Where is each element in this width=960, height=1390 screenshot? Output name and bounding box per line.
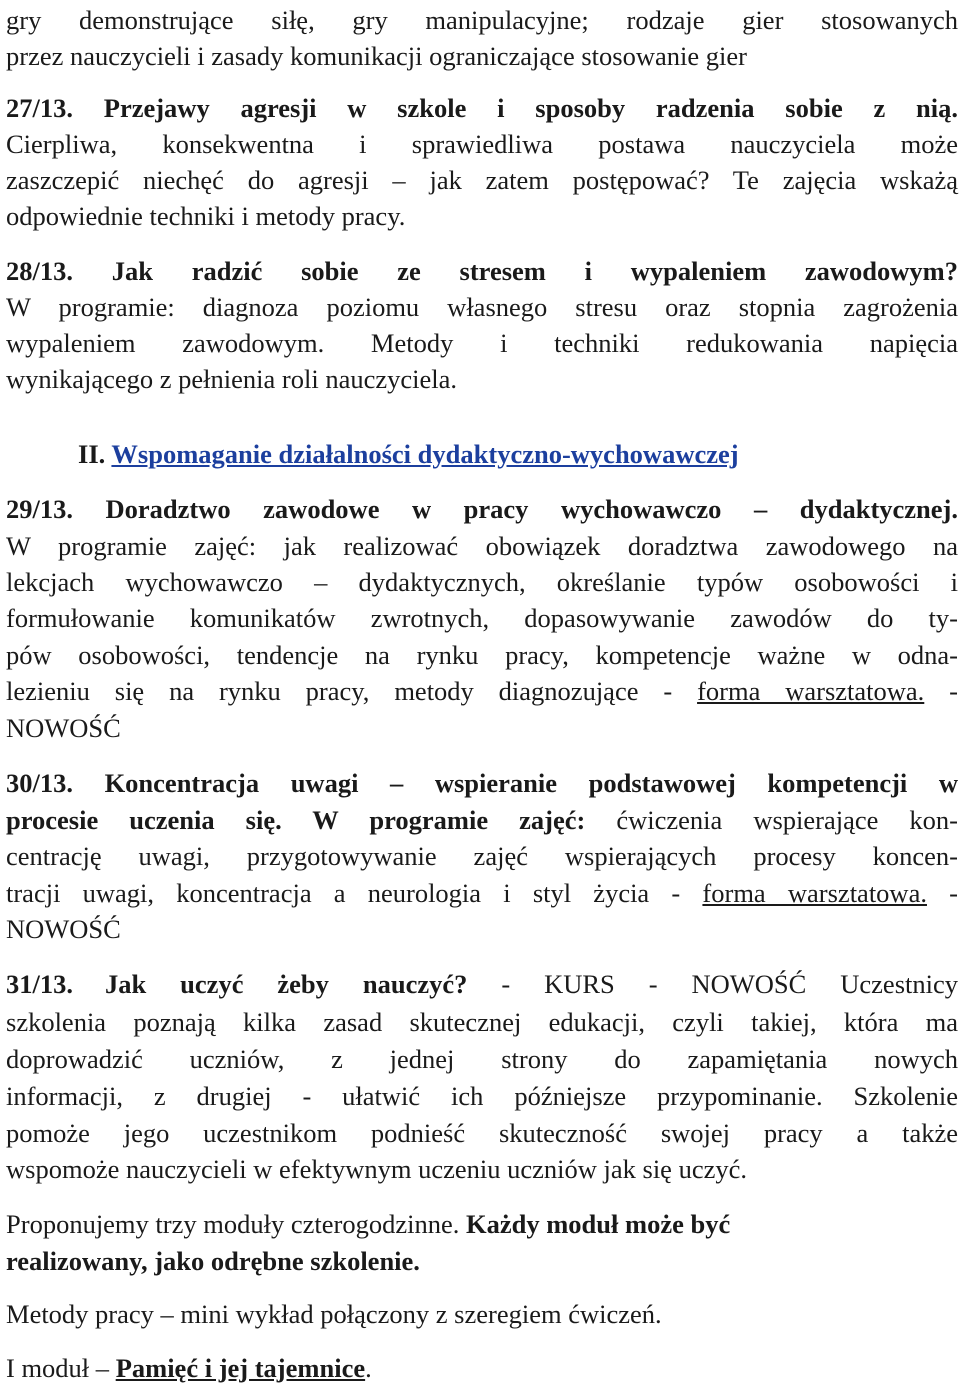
section-30-heading-cont: procesie uczenia się. W programie zajęć:	[6, 805, 586, 835]
text-line: pomoże jego uczestnikom podnieść skuteczność swojej pracy a także	[6, 1118, 958, 1148]
text-line: zaszczepić niechęć do agresji – jak zatem postępować? Te zajęcia wskażą	[6, 165, 958, 195]
text-line	[6, 1206, 958, 1242]
text-line: Cierpliwa, konsekwentna i sprawiedliwa postawa nauczyciela może	[6, 129, 958, 159]
text-line: odpowiednie techniki i metody pracy.	[6, 201, 406, 231]
text-line: pów osobowości, tendencje na rynku pracy, kompetencje ważne w odna-	[6, 640, 958, 670]
text-line: lekcjach wychowawczo – dydaktycznych, określanie typów osobowości i	[6, 567, 958, 597]
text-line	[6, 673, 958, 709]
text-line: W programie: diagnoza poziomu własnego stresu oraz stopnia zagrożenia	[6, 292, 958, 322]
text-fragment: lezieniu się na rynku pracy, metody diagnozujące -	[6, 676, 698, 706]
section-29-heading: 29/13. Doradztwo zawodowe w pracy wychowawczo – dydaktycznej.	[6, 494, 958, 524]
text-line: doprowadzić uczniów, z jednej strony do zapamiętania nowych	[6, 1044, 958, 1074]
text-line: centrację uwagi, przygotowywanie zajęć wspierających procesy koncen-	[6, 841, 958, 871]
section-31-kurs: - KURS - NOWOŚĆ	[467, 969, 807, 999]
text-line: W programie zajęć: jak realizować obowiązek doradztwa zawodowego na	[6, 531, 958, 561]
text-line: formułowanie komunikatów zwrotnych, dopasowywanie zawodów do ty-	[6, 603, 958, 633]
text-line: realizowany, jako odrębne szkolenie.	[6, 1246, 420, 1276]
text-line	[6, 875, 958, 911]
text-line: Metody pracy – mini wykład połączony z szeregiem ćwiczeń.	[6, 1299, 662, 1329]
module-title-link[interactable]: Pamięć i jej tajemnice	[115, 1353, 366, 1383]
text-line: gry demonstrujące siłę, gry manipulacyjne; rodzaje gier stosowanych	[6, 5, 958, 35]
dash: -	[924, 676, 958, 706]
section-ii-heading	[78, 436, 958, 472]
section-ii-link[interactable]: Wspomaganie działalności dydaktyczno-wychowawczej	[111, 439, 739, 469]
section-ii-number: II.	[78, 439, 106, 469]
section-30-heading: 30/13. Koncentracja uwagi – wspieranie podstawowej kompetencji w	[6, 768, 958, 798]
text-line: wynikającego z pełnienia roli nauczyciela.	[6, 364, 458, 394]
section-31-title: Jak uczyć żeby nauczyć?	[105, 969, 468, 999]
section-31-number: 31/13.	[6, 969, 73, 999]
text-fragment: Proponujemy trzy moduły czterogodzinne.	[6, 1209, 466, 1239]
forma-warsztatowa-link[interactable]: forma warsztatowa.	[702, 878, 927, 908]
module-line	[6, 1350, 958, 1386]
text-fragment: ćwiczenia wspierające kon-	[585, 805, 958, 835]
text-fragment: tracji uwagi, koncentracja a neurologia i styl życia -	[6, 878, 703, 908]
period: .	[365, 1353, 372, 1383]
dash: -	[926, 878, 958, 908]
text-line: szkolenia poznają kilka zasad skutecznej edukacji, czyli takiej, która ma	[6, 1007, 958, 1037]
module-label: I moduł –	[6, 1353, 116, 1383]
text-line: wspomoże nauczycieli w efektywnym uczeniu uczniów jak się uczyć.	[6, 1154, 747, 1184]
text-line: wypaleniem zawodowym. Metody i techniki redukowania napięcia	[6, 328, 958, 358]
bold-fragment: Każdy moduł może być	[465, 1209, 731, 1239]
text-line: przez nauczycieli i zasady komunikacji ograniczające stosowanie gier	[6, 41, 747, 71]
text-line	[6, 802, 958, 838]
section-31-heading	[6, 966, 958, 1002]
text-line: informacji, z drugiej - ułatwić ich późniejsze przypominanie. Szkolenie	[6, 1081, 958, 1111]
text-fragment: Uczestnicy	[806, 969, 958, 999]
novelty-badge: NOWOŚĆ	[6, 713, 121, 743]
forma-warsztatowa-link[interactable]: forma warsztatowa.	[697, 676, 925, 706]
section-28-heading: 28/13. Jak radzić sobie ze stresem i wypaleniem zawodowym?	[6, 256, 958, 286]
section-27-heading: 27/13. Przejawy agresji w szkole i sposoby radzenia sobie z nią.	[6, 93, 958, 123]
novelty-badge: NOWOŚĆ	[6, 914, 121, 944]
